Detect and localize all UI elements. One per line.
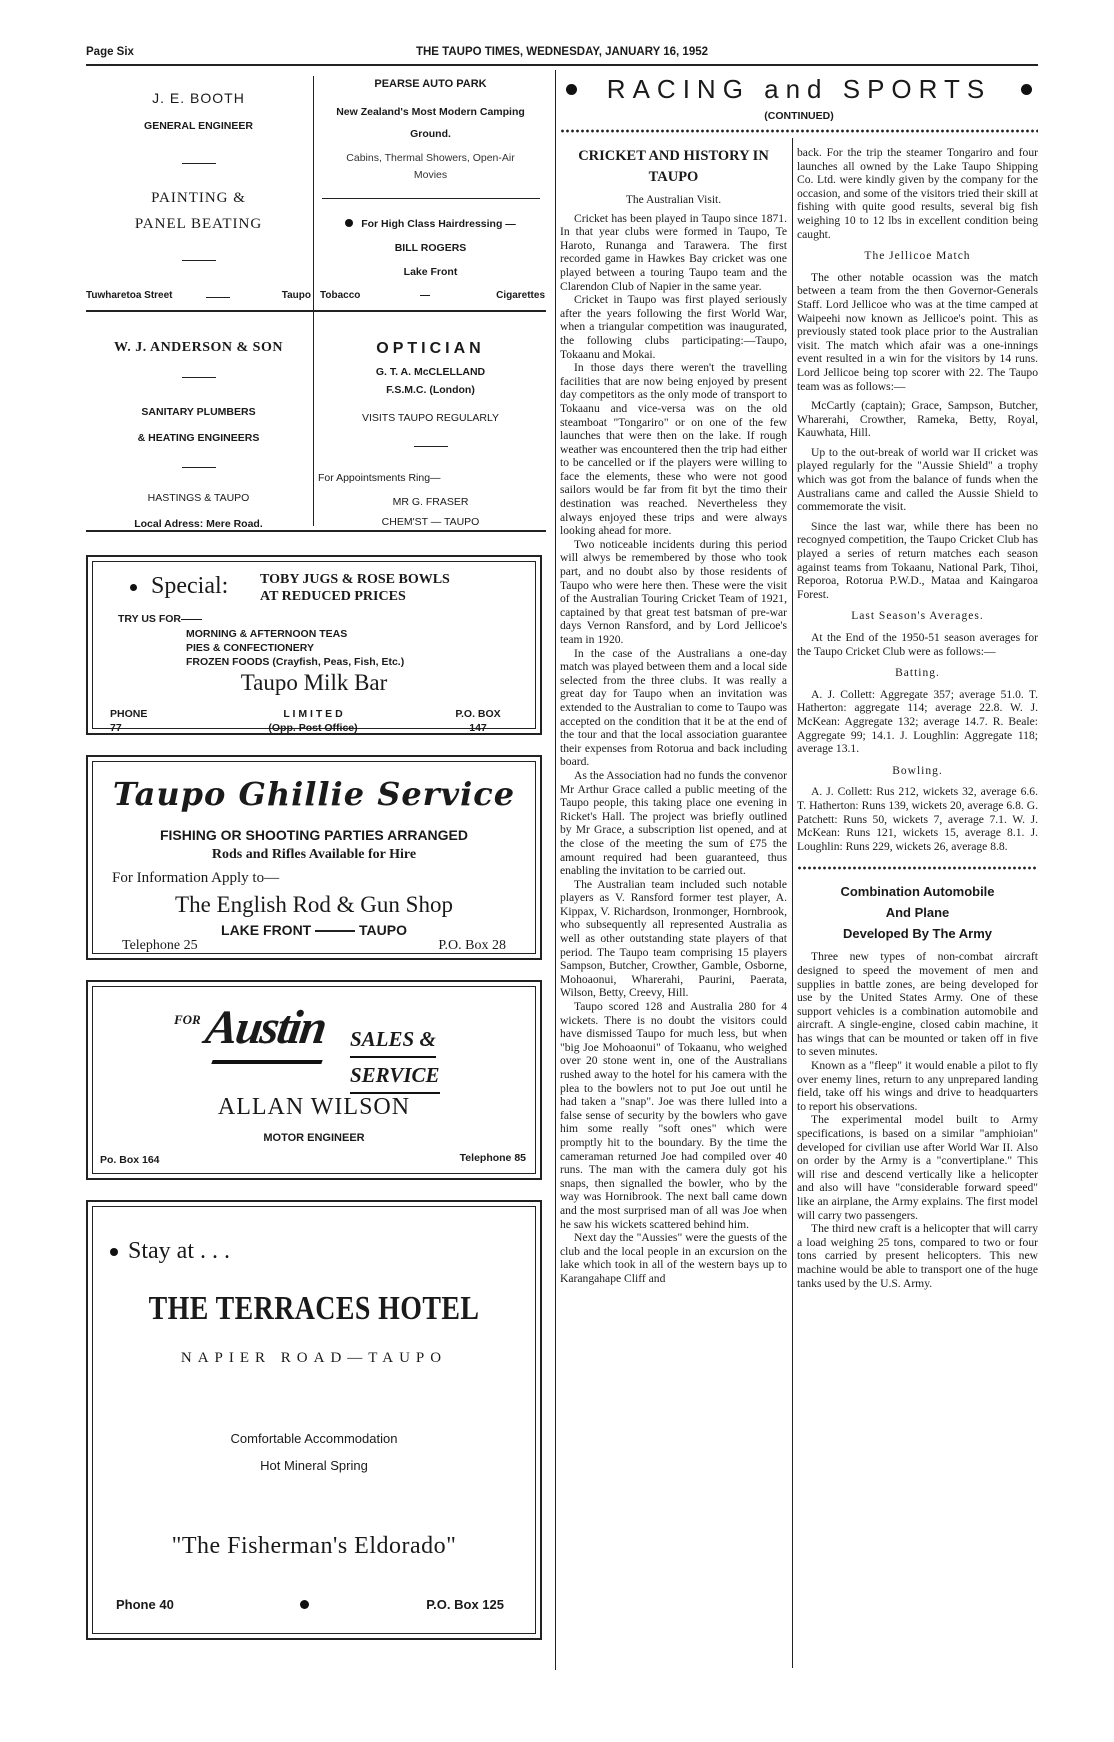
- pearse-name: PEARSE AUTO PARK: [374, 78, 487, 90]
- milkbar-phone: PHONE 77: [110, 708, 148, 734]
- milkbar-item-2: PIES & CONFECTIONERY: [186, 642, 314, 654]
- masthead: THE TAUPO TIMES, WEDNESDAY, JANUARY 16, 1952: [415, 46, 709, 58]
- jellicoe-heading: The Jellicoe Match: [864, 250, 971, 263]
- booth-service-2: PANEL BEATING: [134, 216, 263, 232]
- cricket-para: The other notable ocassion was the match between a team from the then Governor-Generals Staff. Lord Jellicoe who was at the time camped at Waipeehi now known as Jellicoe's point. This as previously stated took place prior to the Australian visit. The match which afair was a one-innings event resulted in a win for the visitors by 14 runs. Lord Jellicoe being top scorer with 22. The Taupo team was as follows:—: [797, 270, 1038, 393]
- ad-pearse: [318, 78, 543, 181]
- combo-para: Three new types of non-combat aircraft designed to speed the movement of men and supplies in battle zones, are being developed for use by the United States Army. One of these support vehicles is a combination automobile and aircraft. A single-engine, closed cabin machine, it has wings that can be mounted or taken off in five to seven minutes.: [797, 950, 1038, 1059]
- bowling-heading: Bowling.: [892, 764, 943, 777]
- batting-stats: A. J. Collett: Aggregate 357; average 51.0. T. Hatherton: aggregate 114; average 22.8. W. J. McKean: Aggregate 132; average 14.7. R. Beale: Aggregate 99; 14.1. J. Loughlin: Aggregate 118; average 13.1.: [797, 687, 1038, 756]
- cricket-title: CRICKET AND HISTORY IN TAUPO: [578, 148, 769, 185]
- pearse-line-4: Movies: [413, 169, 448, 181]
- ad-ghillie: [86, 755, 542, 960]
- ghillie-location: LAKE FRONT TAUPO: [221, 922, 407, 938]
- combo-title: Combination Automobile And Plane Developed By The Army: [840, 884, 995, 942]
- combo-para: The third new craft is a helicopter that will carry a load weighing 25 tons, compared to two or four tons carried by present helicopters. This new machine would be able to transport one of the huge tanks used by the U.S. Army.: [797, 1222, 1038, 1290]
- header-rule: [86, 64, 1038, 66]
- booth-town: Taupo: [281, 290, 311, 301]
- optician-contact: MR G. FRASER: [392, 496, 469, 508]
- cricket-para: Two noticeable incidents during this period will alwys be remembered by those who took part, and no doubt also by those residents of Taupo who were here then. These were the visit of the Australian Touring Cricket Team of 1921, captained by that great test batsman of pre-war days Vernon Ransford, and by Lord Jellicoe's team in 1920.: [560, 537, 787, 646]
- sports-continued: (CONTINUED): [764, 110, 834, 122]
- anderson-line-2: & HEATING ENGINEERS: [137, 432, 260, 444]
- milkbar-special: Special:: [130, 573, 228, 600]
- anderson-line-3: HASTINGS & TAUPO: [147, 492, 250, 504]
- milkbar-items: [186, 627, 404, 669]
- ghillie-box: P.O. Box 28: [438, 938, 506, 953]
- column-divider: [792, 138, 793, 1668]
- ghillie-tel: Telephone 25: [122, 938, 198, 953]
- milkbar-name: Taupo Milk Bar: [240, 670, 388, 695]
- austin-sales: SALES & SERVICE: [350, 1022, 440, 1094]
- combo-para: The experimental model built to Army specifications, is based on a similar "amphioian" developed for civilian use after World War II. Also on order by the Army is a "convertiplane." This will rise and descend vertically like a helicopter and also will have "considerable forward speed" like an airplane, the Army explains. The first model will carry two passengers.: [797, 1113, 1038, 1222]
- ad-divider-bottom: [86, 530, 546, 532]
- page-header: [86, 46, 1038, 64]
- austin-tel: Telephone 85: [459, 1152, 526, 1164]
- milkbar-item-1: MORNING & AFTERNOON TEAS: [186, 628, 348, 640]
- cricket-para: Next day the "Aussies" were the guests of the club and the local people in an excursion on the lake which took in all of the western bays up to Karangahape Cliff and: [560, 1231, 787, 1285]
- section-divider: [555, 70, 556, 1670]
- cricket-para: As the Association had no funds the convenor Mr Arthur Grace called a public meeting of the Taupo people, this taking place one evening in Ricket's Hall. The project was briefly outlined by Mr Grace, a subscription list opened, and at the close of the meeting the sum of £75 the amount required had been guaranteed, thus enabling the invitation to be carried out.: [560, 768, 787, 878]
- terraces-phone: Phone 40: [116, 1597, 174, 1612]
- cricket-para: Cricket has been played in Taupo since 1871. In that year clubs were formed in Taupo, Te Haroto, Runanga and Tarawera. The first recorded game in Hawkes Bay cricket was one played between a touring Taupo team and the Clarendon Club of Napier in the same year.: [560, 211, 787, 293]
- rogers-right: Cigarettes: [496, 290, 545, 301]
- bullet-icon: [1021, 84, 1032, 95]
- booth-name: J. E. BOOTH: [152, 90, 245, 106]
- bullet-icon: [130, 584, 137, 591]
- rogers-footer: [320, 290, 545, 301]
- combo-para: Known as a "fleep" it would enable a pilot to fly over enemy lines, return to any unprepared landing field, take off his wings and drive to headquarters to report his observations.: [797, 1059, 1038, 1113]
- ghillie-shop: The English Rod & Gun Shop: [175, 892, 453, 917]
- bullet-icon: [300, 1600, 309, 1609]
- ad-rogers: [318, 218, 543, 278]
- ad-optician: [318, 340, 543, 528]
- rogers-mid: —: [420, 290, 430, 301]
- cricket-sub: The Australian Visit.: [625, 194, 722, 206]
- terraces-address: NAPIER ROAD—TAUPO: [180, 1350, 448, 1366]
- terraces-line-1: Comfortable Accommodation: [230, 1431, 398, 1446]
- batting-heading: Batting.: [895, 667, 940, 680]
- milkbar-try: TRY US FOR——: [118, 613, 203, 625]
- milkbar-offer: [260, 571, 450, 605]
- ghillie-line-2: Rods and Rifles Available for Hire: [211, 847, 417, 862]
- cricket-para: Up to the out-break of world war II cricket was played regularly for the "Aussie Shield" a trophy which was got from the balance of funds when the Australians came and called the Aussie Shield to commemorate the visit.: [797, 445, 1038, 514]
- cricket-para: McCartly (captain); Grace, Sampson, Butcher, Wharerahi, Crowther, Rameka, Betty, Royal, Kauwhata, Hill.: [797, 399, 1038, 440]
- cricket-para: back. For the trip the steamer Tongariro and four launches all owned by the Lake Taupo Shipping Co. Ltd. were kindly given by the company for the occasion, and some of the visitors tried their skill at fishing with quite good results, several big fish weighing 10 to 12 lbs in excellent condition being caught.: [797, 146, 1038, 241]
- terraces-stay: Stay at . . .: [110, 1238, 230, 1265]
- rogers-line-1: For High Class Hairdressing —: [361, 218, 516, 230]
- austin-name: ALLAN WILSON: [217, 1094, 411, 1120]
- ad-terraces: [86, 1200, 542, 1640]
- milkbar-offer-2: AT REDUCED PRICES: [260, 589, 406, 604]
- averages-intro: At the End of the 1950-51 season averages for the Taupo Cricket Club were as follows:—: [797, 631, 1038, 658]
- anderson-line-1: SANITARY PLUMBERS: [141, 406, 256, 418]
- rogers-left: Tobacco: [320, 290, 361, 301]
- ghillie-title: Taupo Ghillie Service: [112, 775, 516, 813]
- cricket-para: In the case of the Australians a one-day match was played between them and a local side selected from the three clubs. It was really a great day for Taupo when an invitation was extended to the Australian to come to Taupo was accepted on the condition that it be at the end of the tour and that the local association guarantee their expenses from Rotorua and back including board.: [560, 646, 787, 769]
- optician-quals: F.S.M.C. (London): [386, 384, 475, 396]
- optician-chemist: CHEM'ST — TAUPO: [381, 516, 480, 528]
- milkbar-limited: L I M I T E D (Opp. Post Office): [268, 708, 358, 734]
- optician-title: OPTICIAN: [376, 340, 485, 357]
- ad-anderson: [86, 340, 311, 530]
- ad-divider-vertical: [313, 76, 314, 526]
- pearse-line-1: New Zealand's Most Modern Camping: [336, 106, 525, 118]
- ad-milkbar: [86, 555, 542, 735]
- ad-booth: [86, 90, 311, 269]
- milkbar-box: P.O. BOX 147: [455, 708, 501, 734]
- booth-role: GENERAL ENGINEER: [144, 120, 253, 132]
- averages-heading: Last Season's Averages.: [851, 610, 984, 623]
- austin-role: MOTOR ENGINEER: [263, 1132, 365, 1144]
- terraces-box: P.O. Box 125: [426, 1597, 504, 1612]
- booth-service-1: PAINTING &: [151, 190, 246, 206]
- article-cricket: [560, 146, 787, 1676]
- bowling-stats: A. J. Collett: Rus 212, wickets 32, average 6.6. T. Hatherton: Runs 139, wickets 20, average 6.8. G. Patchett: Runs 50, wickets 7, average 7.1. W. J. McKean: Runs 121, wickets 15, average 8.1. J. Loughlin: Runs 229, wickets 26, average 8.8.: [797, 785, 1038, 853]
- pearse-line-3: Cabins, Thermal Showers, Open-Air: [346, 152, 515, 164]
- sports-title: RACING and SPORTS: [606, 74, 992, 104]
- page-number: Page Six: [86, 46, 134, 58]
- austin-for: FOR: [174, 1012, 201, 1027]
- austin-underline: [211, 1060, 322, 1064]
- pearse-line-2: Ground.: [410, 128, 451, 140]
- ghillie-line-1: FISHING OR SHOOTING PARTIES ARRANGED: [159, 827, 468, 843]
- cricket-para: Since the last war, while there has been no recognyed competition, the Taupo Cricket Club has played a series of return matches each season against teams from Tokaanu, National Park, Tihoi, Reporoa, Rotorua P.W.D., Mataa and Kaingaroa Forest.: [797, 519, 1038, 601]
- rogers-name: BILL ROGERS: [394, 242, 467, 254]
- terraces-slogan: "The Fisherman's Eldorado": [171, 1533, 457, 1559]
- optician-appt: For Appointsments Ring—: [318, 472, 441, 484]
- pearse-divider: [322, 198, 540, 199]
- cricket-para: The Australian team included such notable players as V. Ransford former test player, A. Kippax, V. Richardson, Ironmonger, Hornbrook, who subsequently all represented Australia as well as other outstanding state players of that period. The Taupo team comprising 15 players Sampson, Butcher, Crowther, Gamble, Osborne, Mohoaonui, Wharerahi, Paurini, Paerata, Wilson, Betty, Creevy, Hill.: [560, 877, 787, 1000]
- banner-rule: [560, 128, 1038, 134]
- cricket-para: In those days there weren't the travelling facilities that are now being enjoyed by present day competitors as the only mode of transport to Tokaanu and vice-versa was on the old steamboat "Tongariro" or on one of the few launches that were then on the lake. If rough weather was encountered then the trip had either to be cancelled or if the players were willing to face the elements, these who were not good sailors would be far from fit byt the timo their destination was reached. Nevertheless they always enjoyed these trips and were always looking ahead for more.: [560, 361, 787, 538]
- article-separator: [797, 865, 1038, 871]
- cricket-para: Taupo scored 128 and Australia 280 for 4 wickets. There is no doubt the visitors could have dismissed Taupo for much less, but when "big Joe Mohoaonui" of Tokaanu, who weighed over 20 stone went in, one of the Australians rushed away to the hotel for his camera with the plea to the bowlers not to put Joe out until he had taken a "snap". Joe was there lulled into a false sense of security by the bowlers who gave him some really "soft ones" which were promptly hit to the boundary. By the time the cameraman returned Joe had compiled over 40 runs. The man with the camera duly got his snaps, then signalled the bowler, who by the way was Hornibrook. The next ball came down and the most surprised man of all was Joe when he saw his wickets scattered behind him.: [560, 1000, 787, 1231]
- ghillie-line-3: For Information Apply to—: [112, 870, 280, 886]
- bullet-icon: [110, 1248, 118, 1256]
- sports-banner: [560, 74, 1038, 114]
- anderson-name: W. J. ANDERSON & SON: [114, 340, 283, 355]
- booth-street: Tuwharetoa Street: [86, 290, 173, 301]
- article-cricket-continued: [797, 146, 1038, 1676]
- milkbar-offer-1: TOBY JUGS & ROSE BOWLS: [260, 572, 450, 587]
- optician-visits: VISITS TAUPO REGULARLY: [361, 412, 500, 424]
- ad-divider-horizontal: [86, 310, 546, 312]
- optician-name: G. T. A. McCLELLAND: [375, 366, 486, 378]
- austin-logo: Austin: [202, 1001, 329, 1054]
- milkbar-item-3: FROZEN FOODS (Crayfish, Peas, Fish, Etc.): [186, 656, 405, 668]
- bullet-icon: [345, 219, 353, 227]
- booth-address: [86, 290, 311, 301]
- cricket-para: Cricket in Taupo was first played seriously after the years following the first World War, when a triangular competition was inaugurated, the following clubs participating:—Taupo, Tokaanu and Mokai.: [560, 293, 787, 361]
- ad-austin: [86, 980, 542, 1180]
- austin-box: Po. Box 164: [100, 1154, 160, 1166]
- anderson-line-4: Local Adress: Mere Road.: [134, 518, 263, 530]
- rogers-location: Lake Front: [403, 266, 458, 278]
- terraces-line-2: Hot Mineral Spring: [260, 1458, 368, 1473]
- terraces-name: THE TERRACES HOTEL: [148, 1290, 480, 1327]
